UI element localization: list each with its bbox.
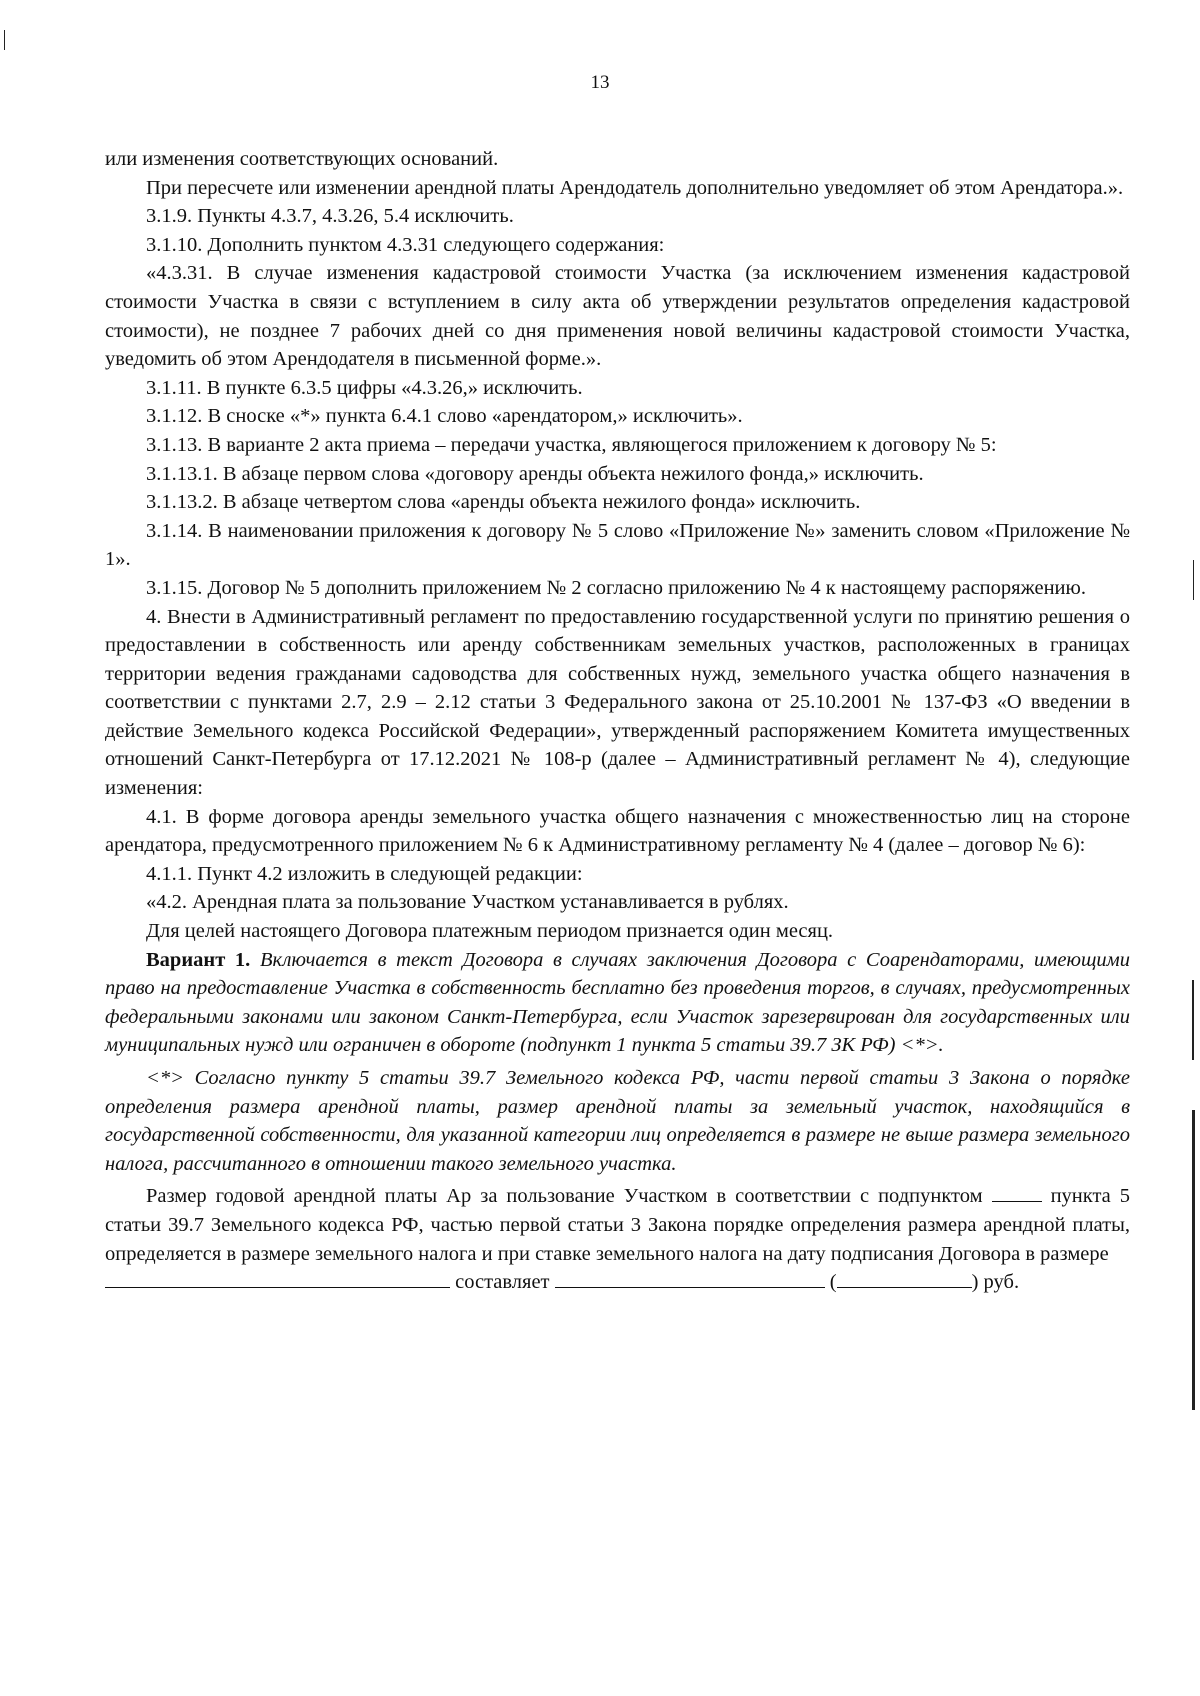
variant-label: Вариант 1. [146, 948, 251, 971]
paragraph: 3.1.12. В сноске «*» пункта 6.4.1 слово «арендатором,» исключить». [146, 405, 743, 428]
paragraph: 3.1.15. Договор № 5 дополнить приложением № 2 согласно приложению № 4 к настоящему распоряжению. [146, 576, 1086, 599]
paragraph: 3.1.13.2. В абзаце четвертом слова «аренды объекта нежилого фонда» исключить. [146, 491, 861, 514]
footnote: <*> Согласно пункту 5 статьи 39.7 Земельного кодекса РФ, части первой статьи 3 Закона о порядке определения размера арендной платы, размер арендной платы за земельный участок, находящийся в государственной собственности, для указанной категории лиц определяется в размере не выше размера земельного налога, рассчитанного в отношении такого земельного участка. [105, 1067, 1130, 1175]
paren-open: ( [829, 1271, 837, 1294]
blank-tax-rate-field[interactable] [105, 1269, 450, 1288]
paragraph: «4.3.31. В случае изменения кадастровой стоимости Участка (за исключением изменения кадастровой стоимости Участка в связи с вступлением в силу акта об утверждении результатов определения кадастровой стоимости), не позднее 7 рабочих дней со дня применения новой величины кадастровой стоимости Участка, уведомить об этом Арендодателя в письменной форме.». [105, 262, 1130, 371]
rent-amount-line [105, 1268, 1130, 1297]
rent-clause-text: составляет [455, 1271, 550, 1294]
rent-clause [105, 1182, 1130, 1268]
paragraph: 3.1.11. В пункте 6.3.5 цифры «4.3.26,» исключить. [146, 376, 583, 399]
paragraph: 3.1.9. Пункты 4.3.7, 4.3.26, 5.4 исключить. [146, 205, 514, 228]
variant-text: Включается в текст Договора в случаях заключения Договора с Соарендаторами, имеющими право на предоставление Участка в собственность бесплатно без проведения торгов, в случаях, предусмотренных федеральными законами или законом Санкт-Петербурга, если Участок зарезервирован для государственных или муниципальных нужд или ограничен в обороте (подпункт 1 пункта 5 статьи 39.7 ЗК РФ) <*>. [105, 948, 1131, 1057]
rent-clause-text: пункта 5 статьи 39.7 Земельного кодекса РФ, частью первой статьи 3 Закона порядке определения размера арендной платы, определяется в размере земельного налога и при ставке земельного налога на дату подписания Договора в размере [105, 1185, 1131, 1265]
paragraph: или изменения соответствующих оснований. [105, 148, 499, 170]
scan-edge-mark [1192, 980, 1194, 1060]
blank-subpoint-field[interactable] [992, 1183, 1042, 1202]
rent-clause-text: Размер годовой арендной платы Ар за пользование Участком в соответствии с подпунктом [146, 1185, 983, 1208]
scan-edge-mark [1193, 560, 1194, 600]
document-body [105, 145, 1130, 1297]
paragraph: 4.1. В форме договора аренды земельного участка общего назначения с множественностью лиц на стороне арендатора, предусмотренного приложением № 6 к Административному регламенту № 4 (далее – договор № 6): [105, 805, 1130, 857]
paragraph: 3.1.13.1. В абзаце первом слова «договору аренды объекта нежилого фонда,» исключить. [146, 462, 924, 485]
paragraph: 4. Внести в Административный регламент по предоставлению государственной услуги по принятию решения о предоставлении в собственность или аренду собственникам земельных участков, расположенных в границах территории ведения гражданами садоводства для собственных нужд, земельного участка общего назначения в соответствии с пунктами 2.7, 2.9 – 2.12 статьи 3 Федерального закона от 25.10.2001 № 137-ФЗ «О введении в действие Земельного кодекса Российской Федерации», утвержденный распоряжением Комитета имущественных отношений Санкт-Петербурга от 17.12.2021 № 108-р (далее – Административный регламент № 4), следующие изменения: [105, 605, 1130, 800]
paragraph: При пересчете или изменении арендной платы Арендодатель дополнительно уведомляет об этом Арендатора.». [146, 176, 1124, 199]
paragraph: 3.1.10. Дополнить пунктом 4.3.31 следующего содержания: [146, 233, 665, 256]
paragraph: 4.1.1. Пункт 4.2 изложить в следующей редакции: [146, 862, 583, 885]
rent-clause-text: ) руб. [971, 1271, 1020, 1294]
scan-edge-mark [4, 30, 5, 50]
paragraph: 3.1.13. В варианте 2 акта приема – передачи участка, являющегося приложением к договору № 5: [146, 433, 997, 456]
paragraph: Для целей настоящего Договора платежным периодом признается один месяц. [146, 920, 834, 943]
blank-amount-field[interactable] [555, 1269, 825, 1288]
scan-edge-mark [1192, 1110, 1195, 1410]
paragraph: «4.2. Арендная плата за пользование Участком устанавливается в рублях. [146, 891, 789, 914]
blank-amount-words-field[interactable] [837, 1269, 972, 1288]
paragraph: 3.1.14. В наименовании приложения к договору № 5 слово «Приложение №» заменить словом «Приложение № 1». [105, 519, 1130, 571]
variant-paragraph [105, 946, 1130, 1060]
page-number: 13 [590, 72, 610, 93]
